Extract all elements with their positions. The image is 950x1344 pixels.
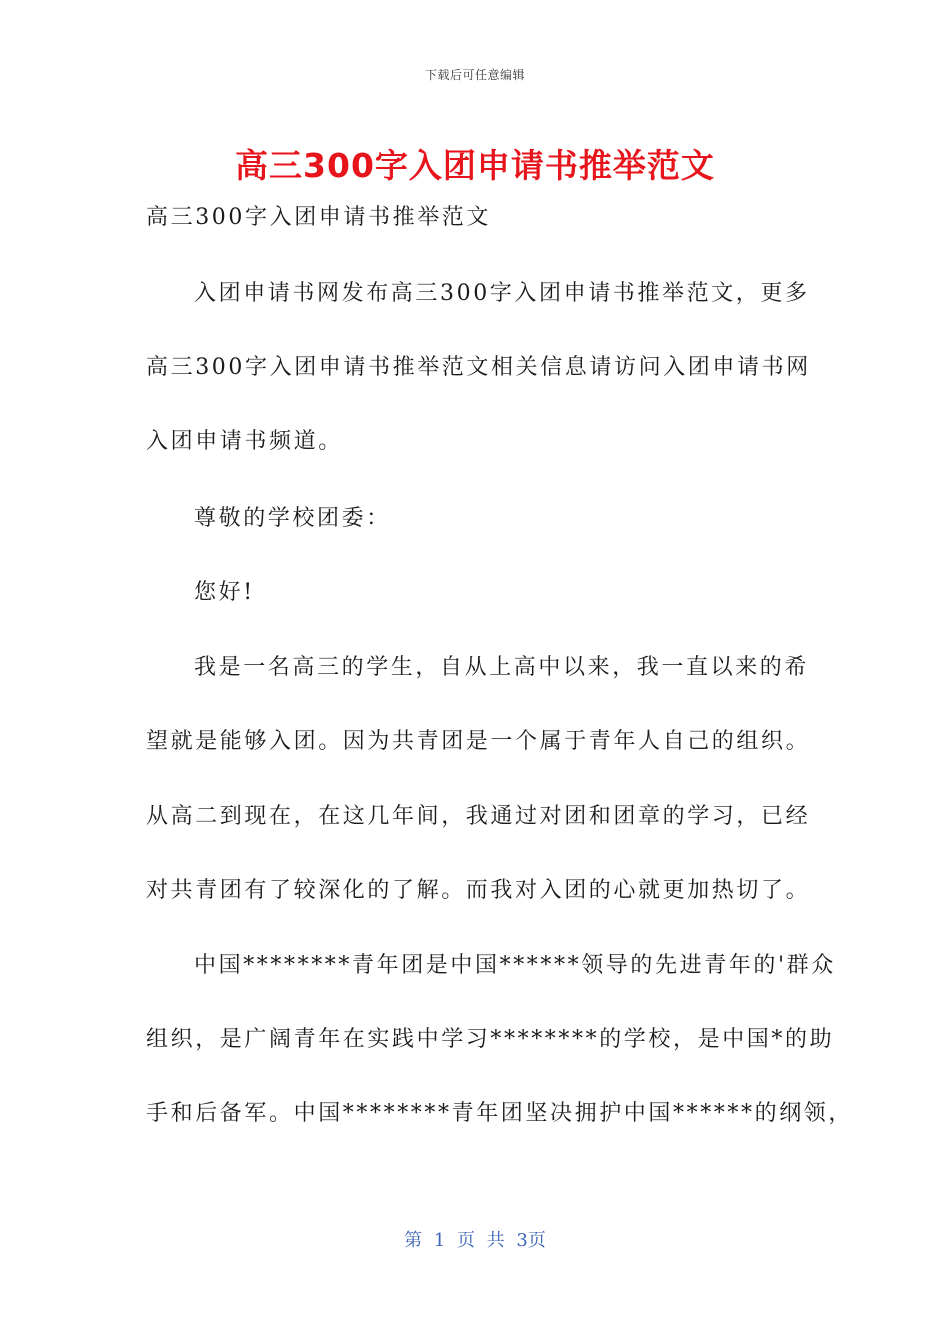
page-title: 高三300字入团申请书推举范文: [235, 146, 715, 185]
page-number-footer: 第 1 页 共 3页: [404, 1230, 546, 1251]
salutation-line: 尊敬的学校团委：: [194, 506, 391, 531]
greeting-line: 您好!: [194, 580, 255, 605]
header-note: 下载后可任意编辑: [424, 68, 525, 82]
paragraph-line: 从高二到现在，在这几年间，我通过对团和团章的学习，已经: [146, 804, 811, 829]
paragraph-line: 对共青团有了较深化的了解。而我对入团的心就更加热切了。: [146, 878, 811, 903]
paragraph-line: 我是一名高三的学生，自从上高中以来，我一直以来的希: [194, 655, 810, 680]
paragraph-line: 高三300字入团申请书推举范文相关信息请访问入团申请书网: [146, 355, 811, 380]
paragraph-line: 手和后备军。中国********青年团坚决拥护中国******的纲领，: [146, 1101, 854, 1126]
paragraph-line: 入团申请书网发布高三300字入团申请书推举范文，更多: [194, 281, 810, 306]
paragraph-line: 中国********青年团是中国******领导的先进青年的'群众: [194, 953, 836, 978]
subtitle-line: 高三300字入团申请书推举范文: [146, 205, 491, 230]
paragraph-line: 望就是能够入团。因为共青团是一个属于青年人自己的组织。: [146, 729, 811, 754]
paragraph-line: 组织，是广阔青年在实践中学习********的学校，是中国*的助: [146, 1027, 835, 1052]
paragraph-line: 入团申请书频道。: [146, 429, 343, 454]
